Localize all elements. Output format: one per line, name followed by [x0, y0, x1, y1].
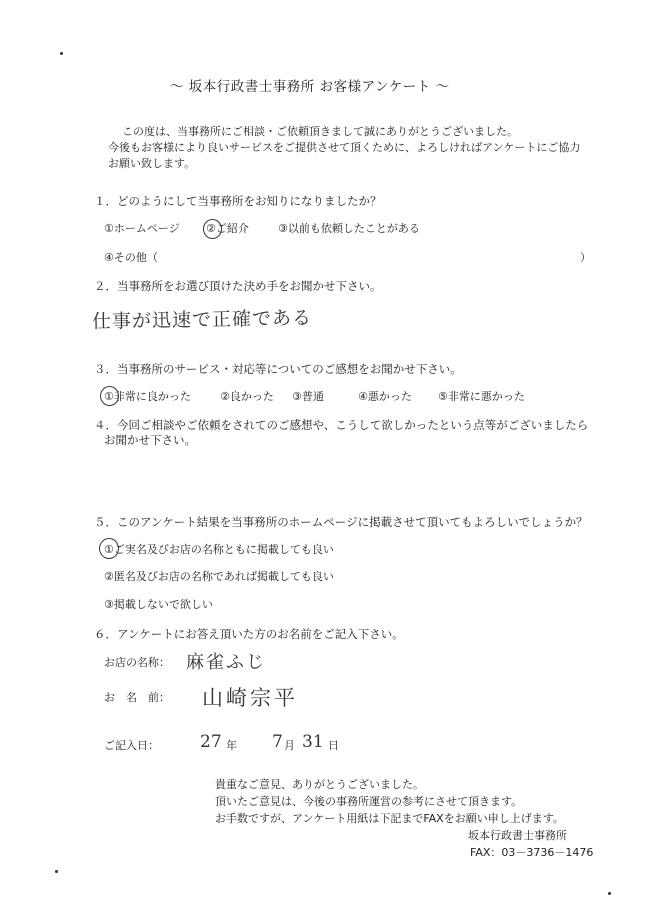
q6-question: ６．アンケートにお答え頂いた方のお名前をご記入下さい。 — [94, 627, 404, 641]
q4-question-line-1: ４．今回ご相談やご依頼をされてのご感想や、こうして欲しかったという点等がございましたら — [94, 418, 589, 432]
closing-line-1: 貴重なご意見、ありがとうございました。 — [215, 778, 424, 791]
scan-speck — [55, 870, 58, 873]
scan-speck — [60, 52, 63, 55]
q5-option-1: ①ご実名及びお店の名称ともに掲載しても良い — [104, 543, 334, 556]
date-year-unit: 年 — [226, 739, 237, 752]
q5-selected-circle — [99, 538, 119, 559]
q3-question: ３．当事務所のサービス・対応等についてのご感想をお聞かせ下さい。 — [94, 362, 462, 376]
q5-option-3: ③掲載しないで欲しい — [104, 598, 213, 611]
q3-selected-circle — [100, 386, 119, 406]
q1-selected-circle — [203, 219, 222, 239]
q1-option-other: ④その他（ — [104, 251, 158, 264]
office-fax: FAX：03－3736－1476 — [470, 846, 594, 859]
q5-option-2: ②匿名及びお店の名称であれば掲載しても良い — [104, 570, 334, 583]
q2-answer: 仕事が迅速で正確である — [91, 307, 313, 333]
q3-option-5: ⑤非常に悪かった — [438, 390, 525, 403]
q1-option-2: ②ご紹介 — [206, 222, 249, 235]
date-year-value: 27 — [200, 732, 222, 752]
q4-question-line-2: お聞かせ下さい。 — [104, 433, 196, 447]
q2-question: ２．当事務所をお選び頂けた決め手をお聞かせ下さい。 — [94, 279, 382, 293]
q3-option-1: ①非常に良かった — [104, 390, 191, 403]
date-day-value: 31 — [302, 732, 324, 752]
page-title: ～ 坂本行政書士事務所 お客様アンケート ～ — [170, 79, 450, 95]
date-label: ご記入日： — [104, 739, 159, 752]
intro-line-1: この度は、当事務所にご相談・ご依頼頂きまして誠にありがとうございました。 — [122, 125, 518, 138]
intro-line-3: お願い致します。 — [108, 157, 196, 170]
shop-name-label: お店の名称： — [104, 656, 170, 669]
q3-option-2: ②良かった — [220, 390, 274, 403]
q5-question: ５．このアンケート結果を当事務所のホームページに掲載させて頂いてもよろしいでしょうか？ — [94, 515, 588, 529]
date-day-unit: 日 — [328, 739, 339, 752]
date-month-unit: 月 — [284, 739, 295, 752]
q3-option-3: ③普通 — [292, 390, 324, 403]
name-value: 山崎宗平 — [202, 686, 298, 710]
closing-line-3: お手数ですが、アンケート用紙は下記までFAXをお願い申し上げます。 — [215, 812, 564, 825]
q1-option-3: ③以前も依頼したことがある — [278, 222, 420, 235]
q3-option-4: ④悪かった — [358, 390, 412, 403]
intro-line-2: 今後もお客様により良いサービスをご提供させて頂くために、よろしければアンケートにご協力 — [108, 141, 581, 154]
q1-option-1: ①ホームページ — [104, 222, 180, 235]
scan-speck — [608, 892, 611, 895]
office-name: 坂本行政書士事務所 — [468, 829, 567, 842]
date-month-value: 7 — [272, 732, 283, 752]
closing-line-2: 頂いたご意見は、今後の事務所運営の参考にさせて頂きます。 — [215, 795, 523, 808]
q1-other-close: ） — [580, 251, 591, 264]
shop-name-value: 麻雀ふじ — [186, 652, 266, 673]
q1-question: １．どのようにして当事務所をお知りになりましたか？ — [94, 194, 382, 208]
name-label: お 名 前： — [104, 691, 170, 704]
